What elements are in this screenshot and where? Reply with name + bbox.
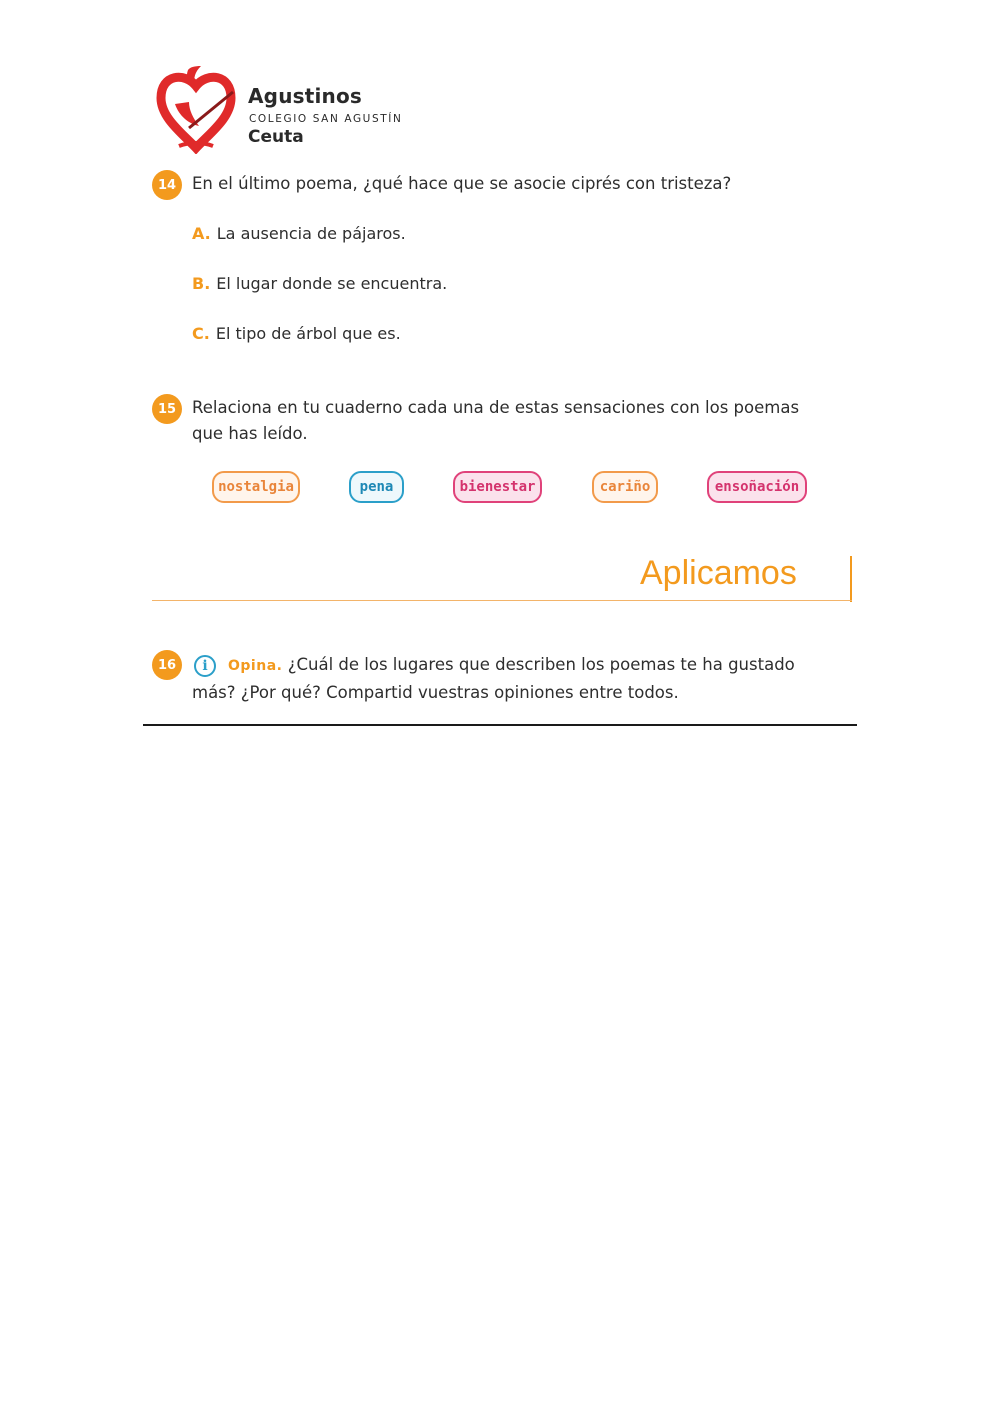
school-logo-icon	[155, 62, 237, 154]
option-a-letter: A.	[192, 224, 211, 243]
option-b-text: El lugar donde se encuentra.	[216, 274, 448, 293]
option-a	[192, 224, 406, 243]
section-divider-bar	[850, 556, 852, 602]
tag-pena: pena	[349, 471, 404, 503]
option-b	[192, 274, 447, 293]
option-b-letter: B.	[192, 274, 211, 293]
option-c-letter: C.	[192, 324, 210, 343]
question-15-text	[192, 395, 799, 447]
question-15-line1: Relaciona en tu cuaderno cada una de estas sensaciones con los poemas	[192, 398, 800, 417]
tag-nostalgia: nostalgia	[212, 471, 300, 503]
section-title: Aplicamos	[640, 554, 797, 592]
tag-bienestar: bienestar	[453, 471, 542, 503]
question-15-line2: que has leído.	[192, 424, 308, 443]
logo-subtitle: COLEGIO SAN AGUSTÍN	[249, 113, 403, 125]
question-16-text-line2: más? ¿Por qué? Compartid vuestras opiniones entre todos.	[192, 683, 679, 702]
logo-city: Ceuta	[248, 127, 304, 147]
question-number-14: 14	[152, 170, 182, 200]
option-c	[192, 324, 401, 343]
question-16-text-line1: ¿Cuál de los lugares que describen los poemas te ha gustado	[287, 655, 795, 674]
question-number-16: 16	[152, 650, 182, 680]
option-a-text: La ausencia de pájaros.	[216, 224, 406, 243]
info-icon: i	[194, 655, 216, 677]
section-rule	[152, 600, 852, 601]
question-16-line1	[228, 652, 795, 679]
option-c-text: El tipo de árbol que es.	[215, 324, 401, 343]
bottom-rule	[143, 724, 857, 726]
tag-carino: cariño	[592, 471, 658, 503]
logo-name: Agustinos	[248, 84, 363, 108]
question-14-text: En el último poema, ¿qué hace que se asocie ciprés con tristeza?	[192, 174, 732, 193]
question-number-15: 15	[152, 394, 182, 424]
tag-ensonacion: ensoñación	[707, 471, 807, 503]
opina-keyword: Opina.	[228, 658, 283, 674]
